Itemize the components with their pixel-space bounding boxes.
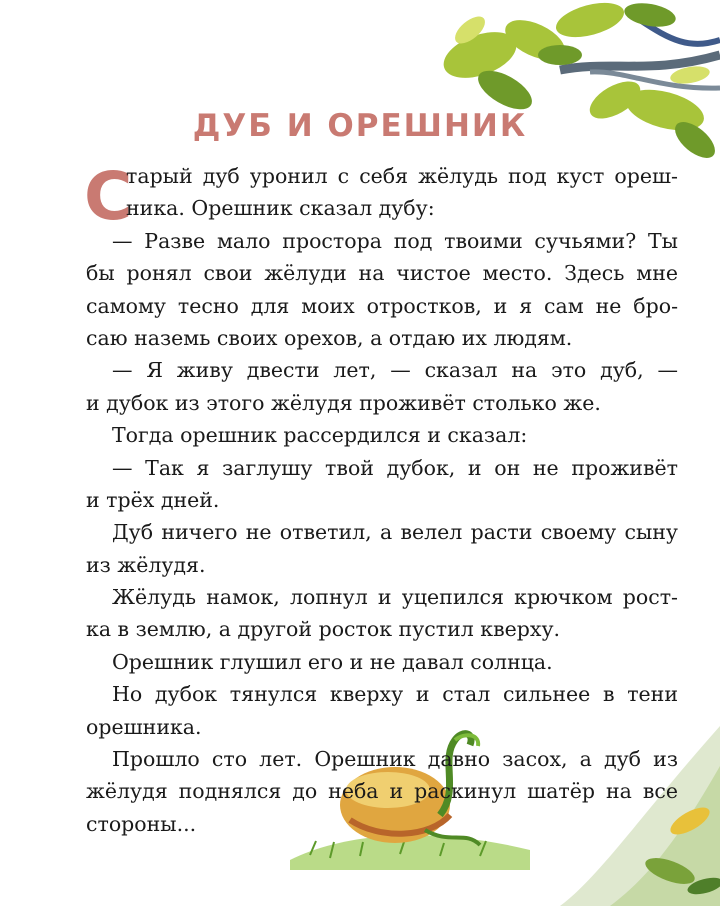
story-title: ДУБ И ОРЕШНИК — [192, 108, 528, 144]
text-line: жёлудя поднялся до неба и раскинул шатёр на все — [86, 779, 678, 804]
text-line: Жёлудь намок, лопнул и уцепился крючком рост- — [112, 585, 678, 610]
text-line: и дубок из этого жёлудя проживёт столько же. — [86, 390, 601, 415]
text-line: бы ронял свои жёлуди на чистое место. Здесь мне — [86, 261, 678, 286]
text-line: стороны... — [86, 811, 197, 836]
text-line: самому тесно для моих отростков, и я сам не бро- — [86, 293, 678, 318]
text-line: Прошло сто лет. Орешник давно засох, а дуб из — [112, 747, 678, 772]
text-line: и трёх дней. — [86, 487, 220, 512]
text-line: ника. Орешник сказал дубу: — [126, 196, 435, 221]
text-line: — Разве мало простора под твоими сучьями? Ты — [112, 228, 678, 253]
text-line: Дуб ничего не ответил, а велел расти своему сыну — [112, 520, 678, 545]
text-line: Тогда орешник рассердился и сказал: — [112, 423, 528, 448]
text-line: — Я живу двести лет, — сказал на это дуб, — — [112, 358, 678, 383]
text-line: — Так я заглушу твой дубок, и он не проживёт — [112, 455, 678, 480]
drop-cap-letter: С — [84, 158, 133, 235]
text-line: ка в землю, а другой росток пустил кверху. — [86, 617, 561, 642]
text-line: Орешник глушил его и не давал солнца. — [112, 649, 553, 674]
text-line: орешника. — [86, 714, 202, 739]
text-line: тарый дуб уронил с себя жёлудь под куст ореш- — [126, 164, 678, 188]
story-text — [86, 160, 678, 840]
text-line: саю наземь своих орехов, а отдаю их людям. — [86, 325, 573, 350]
text-line: из жёлудя. — [86, 552, 206, 577]
text-line: Но дубок тянулся кверху и стал сильнее в тени — [112, 682, 678, 707]
oak-branch-illustration — [440, 0, 720, 175]
